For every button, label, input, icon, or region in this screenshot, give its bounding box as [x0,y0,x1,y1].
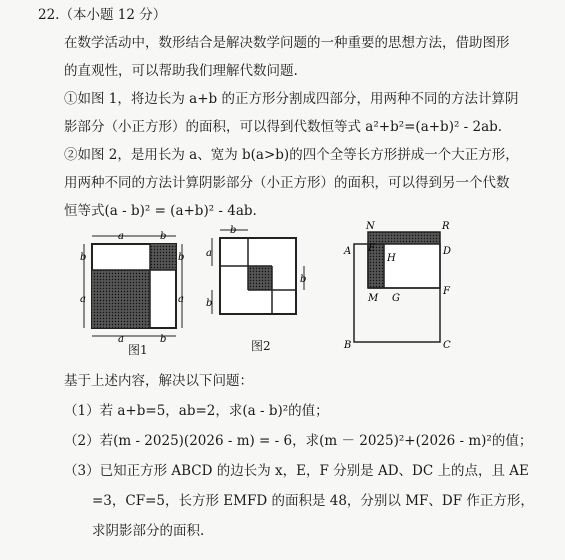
fig3-R: R [442,221,450,232]
question-1: （1）若 a+b=5，ab=2，求(a - b)²的值； [64,403,329,419]
fig3-D: D [443,246,452,257]
item1-line-1: ①如图 1，将边长为 a+b 的正方形分割成四部分，用两种不同的方法计算阴 [64,91,519,107]
item2-line-3: 恒等式(a - b)² = (a+b)² - 4ab. [64,203,257,219]
figure-2 [204,222,308,344]
fig1-caption: 图1 [128,343,148,357]
fig1-shaded-top-right [150,244,176,270]
fig1-left-b: b [80,252,87,263]
fig2-top-b: b [230,225,237,236]
item1-line-2: 影部分（小正方形）的面积，可以得到代数恒等式 a²+b²=(a+b)² - 2ab. [64,119,503,135]
fig2-shaded-center [248,266,272,290]
fig3-A: A [344,246,352,257]
fig3-F: F [443,286,450,297]
fig1-shaded-bottom-left [92,270,150,328]
fig1-left-a: a [80,294,86,305]
fig1-bottom-a: a [118,334,124,345]
fig3-M: M [368,293,379,304]
fig3-G: G [392,293,400,304]
problem-header: 22.（本小题 12 分） [38,7,167,23]
question-2: （2）若(m - 2025)(2026 - m) = - 6，求(m － 2025)²+(2026 - m)²的值； [64,433,533,449]
intro-line-2: 的直观性，可以帮助我们理解代数问题. [64,63,298,79]
fig1-top-a: a [118,231,124,242]
fig1-right-b: b [178,252,185,263]
fig1-right-a: a [178,294,184,305]
fig3-N: N [366,221,375,232]
fig2-left-a: a [206,248,212,259]
fig3-H: H [387,253,396,264]
fig2-right-b: b [300,274,307,285]
item2-line-2: 用两种不同的方法计算阴影部分（小正方形）的面积，可以得到另一个代数 [64,175,510,191]
fig1-bottom-b: b [160,334,167,345]
fig3-C: C [443,340,451,350]
intro-line-1: 在数学活动中，数形结合是解决数学问题的一种重要的思想方法，借助图形 [64,35,510,51]
fig1-top-b: b [160,231,167,242]
question-3-line-3: 求阴影部分的面积. [92,523,205,539]
fig3-E: E [368,243,376,254]
fig2-caption: 图2 [251,339,271,353]
question-3-line-2: =3，CF=5，长方形 EMFD 的面积是 48，分别以 MF、DF 作正方形， [92,493,534,509]
lead-text: 基于上述内容，解决以下问题： [64,373,253,389]
figure-1 [78,230,188,348]
figure-3 [342,216,460,350]
question-3-line-1: （3）已知正方形 ABCD 的边长为 x，E，F 分别是 AD、DC 上的点，且 AE [64,463,529,479]
fig2-left-b: b [206,298,213,309]
item2-line-1: ②如图 2，是用长为 a、宽为 b(a>b)的四个全等长方形拼成一个大正方形， [64,147,519,163]
fig3-B: B [344,340,352,350]
